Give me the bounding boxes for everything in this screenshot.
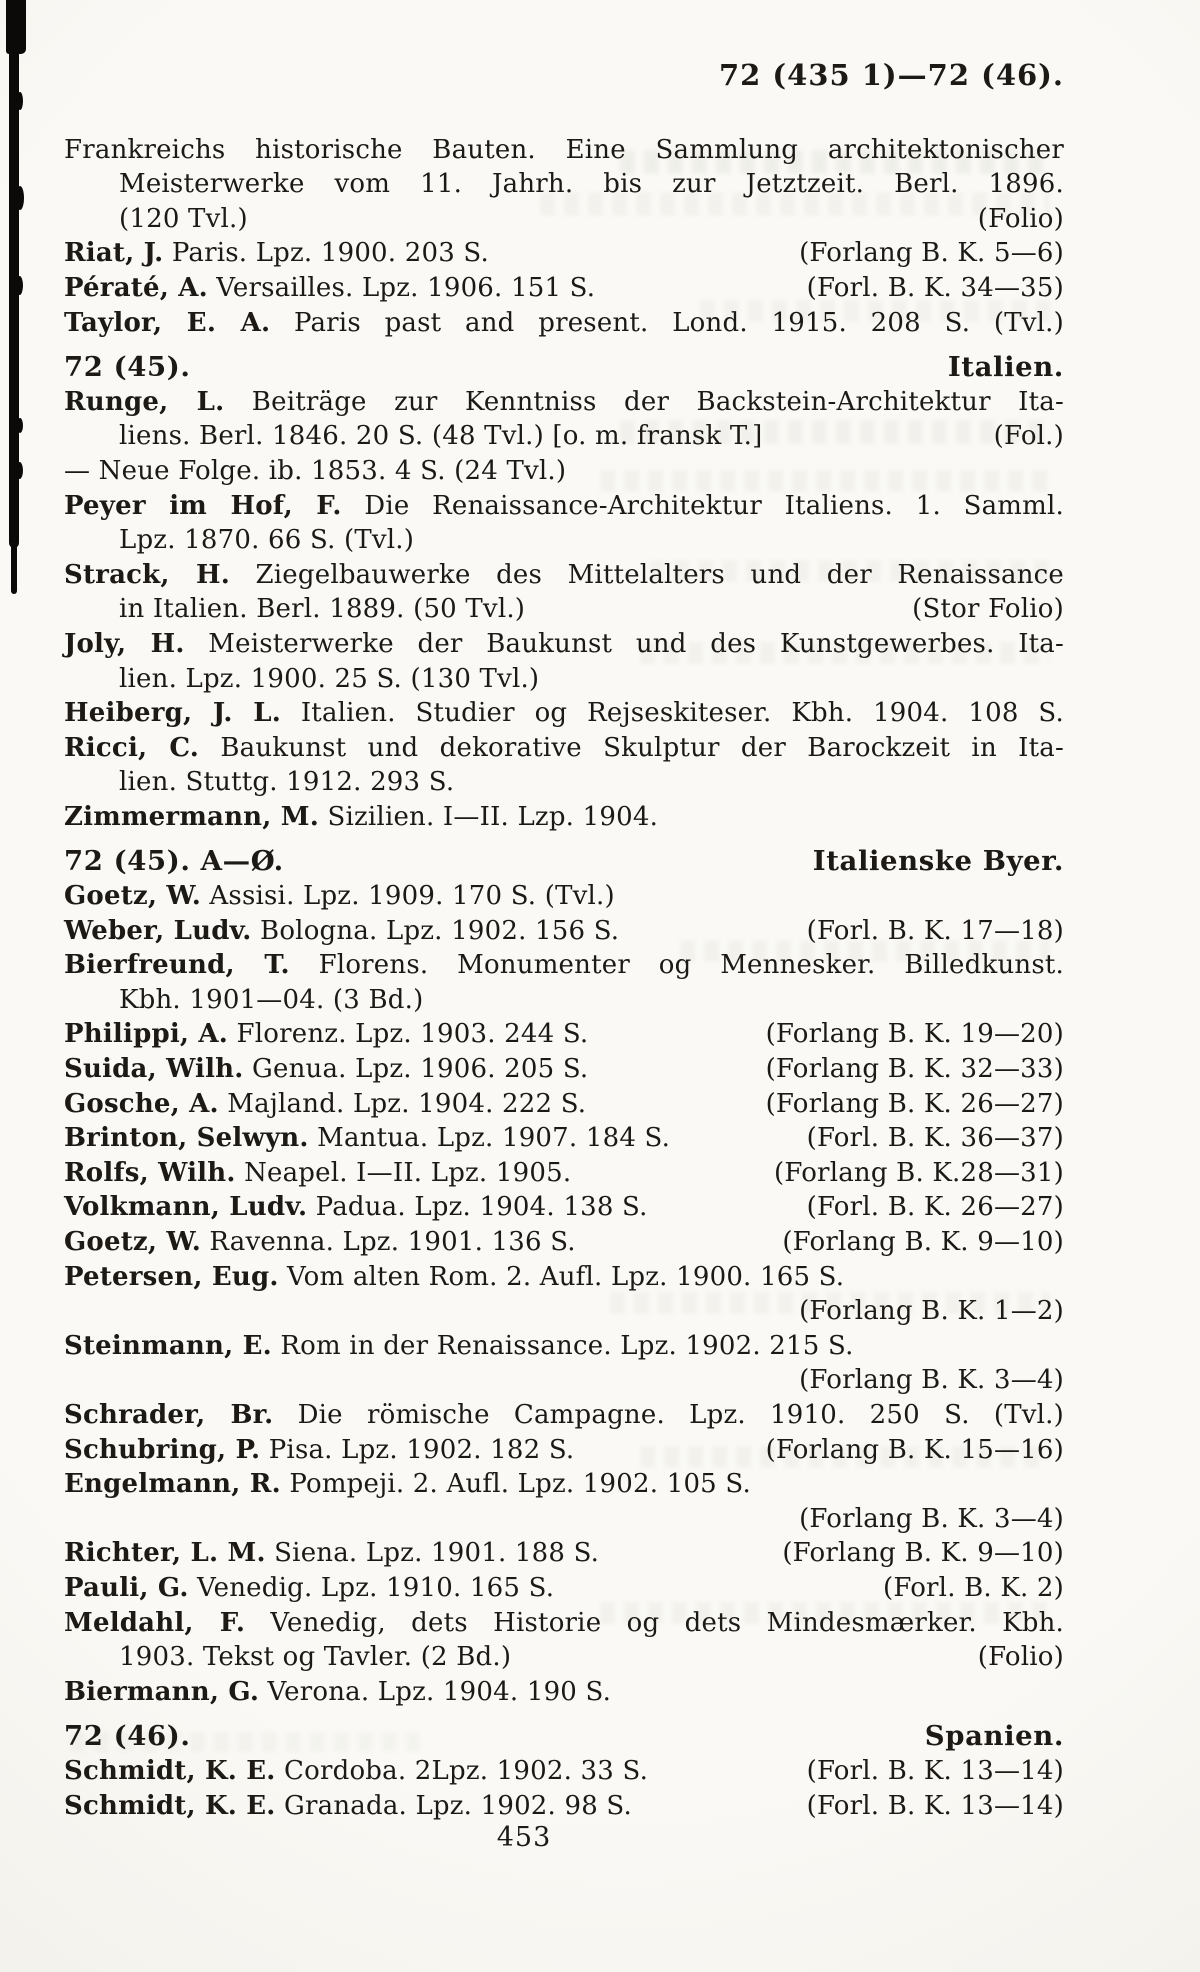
entry-text	[64, 1400, 1064, 1430]
author-name: Philippi, A.	[64, 1019, 229, 1050]
entry-ref: (Fol.)	[993, 421, 1064, 452]
entry-text	[64, 802, 658, 832]
entry-ref: (Forl. B. K. 34—35)	[806, 272, 1064, 303]
entry-ref: (Forl. B. K. 13—14)	[806, 1790, 1064, 1821]
entry-text	[64, 1608, 1064, 1638]
gutter-ink-blob	[16, 186, 24, 210]
entry-line	[64, 1433, 1064, 1468]
entry-line	[64, 1329, 1064, 1364]
author-name: Zimmermann, M.	[64, 801, 320, 832]
entry-line	[64, 1052, 1064, 1087]
text-column	[64, 0, 1064, 1823]
author-name: Joly, H.	[64, 628, 185, 659]
entry-text-segment: lien. Stuttg. 1912. 293 S.	[119, 767, 455, 798]
entry-text-segment: Siena. Lpz. 1901. 188 S.	[265, 1538, 600, 1569]
entry-line	[64, 914, 1064, 949]
entry-text	[64, 350, 191, 385]
entry-line	[64, 765, 1064, 800]
entry-text	[64, 914, 619, 949]
author-name: Petersen, Eug.	[64, 1261, 279, 1292]
entry-ref: (Forlang B. K. 9—10)	[782, 1227, 1064, 1257]
entry-text-segment: Ziegelbauwerke des Mittelalters und der Renaissance	[229, 559, 1064, 590]
entry-line	[64, 1536, 1064, 1571]
entry-line	[64, 696, 1064, 731]
author-name: Schrader, Br.	[64, 1399, 274, 1430]
entry-line	[64, 731, 1064, 766]
entry-text	[64, 1433, 574, 1468]
entry-line	[64, 1363, 1064, 1398]
entry-line	[64, 1225, 1064, 1260]
entry-ref: (Forlang B. K. 3—4)	[799, 1365, 1064, 1396]
entry-text-segment: Mantua. Lpz. 1907. 184 S.	[308, 1123, 671, 1154]
entry-text-segment: Granada. Lpz. 1902. 98 S.	[275, 1790, 632, 1821]
entry-ref: (Folio)	[977, 1642, 1064, 1673]
entry-line	[64, 1675, 1064, 1710]
entry-line	[64, 133, 1064, 168]
entry-text	[64, 560, 1064, 590]
entry-text	[119, 767, 454, 797]
entry-text	[119, 985, 423, 1015]
entry-line	[64, 1156, 1064, 1191]
entry-ref: (Forl. B. K. 13—14)	[806, 1755, 1064, 1786]
entry-line	[64, 1467, 1064, 1502]
author-name: Brinton, Selwyn.	[64, 1123, 309, 1154]
author-name: Richter, L. M.	[64, 1538, 266, 1569]
entry-text-segment: Kbh. 1901—04. (3 Bd.)	[119, 984, 424, 1015]
section-title: Spanien.	[924, 1720, 1064, 1753]
entry-ref: (Folio)	[977, 203, 1064, 234]
author-name: Peyer im Hof, F.	[64, 490, 342, 521]
scan-gutter-artifact	[6, 0, 36, 640]
entry-text-segment: Pompeji. 2. Aufl. Lpz. 1902. 105 S.	[280, 1469, 751, 1500]
author-name: Riat, J.	[64, 238, 164, 269]
entry-text-segment: Rom in der Renaissance. Lpz. 1902. 215 S.	[271, 1330, 854, 1361]
section-title: Italienske Byer.	[812, 845, 1064, 878]
entry-text-segment: Vom alten Rom. 2. Aufl. Lpz. 1900. 165 S.	[278, 1261, 845, 1292]
gutter-ink-blob	[11, 544, 17, 594]
author-name: Taylor, E. A.	[64, 307, 271, 338]
entry-text	[64, 1754, 648, 1789]
author-name: Schubring, P.	[64, 1434, 261, 1465]
entry-text-segment: Venedig, dets Historie og dets Mindesmærker. Kbh.	[245, 1607, 1064, 1638]
entry-text-segment: Cordoba. 2Lpz. 1902. 33 S.	[275, 1755, 649, 1786]
entry-ref: (Forlang B. K. 19—20)	[765, 1019, 1064, 1050]
author-name: Biermann, G.	[64, 1676, 260, 1707]
entry-line	[64, 1190, 1064, 1225]
entry-line	[64, 271, 1064, 306]
entry-line	[64, 1571, 1064, 1606]
author-name: Ricci, C.	[64, 732, 200, 763]
entry-line	[64, 627, 1064, 662]
entry-line	[64, 1294, 1064, 1329]
entry-text	[119, 592, 525, 627]
entry-line	[64, 592, 1064, 627]
entry-line	[64, 662, 1064, 697]
entry-text	[64, 1789, 632, 1824]
entry-text-segment: Bologna. Lpz. 1902. 156 S.	[251, 915, 620, 946]
entry-text-segment: Assisi. Lpz. 1909. 170 S. (Tvl.)	[200, 881, 615, 912]
gutter-ink-blob	[17, 92, 23, 110]
author-name: 72 (46).	[64, 1720, 191, 1753]
entry-ref: (Forl. B. K. 17—18)	[806, 915, 1064, 946]
author-name: Rolfs, Wilh.	[64, 1157, 236, 1188]
entry-text-segment: Sizilien. I—II. Lzp. 1904.	[319, 801, 659, 832]
section-heading	[64, 1719, 1064, 1754]
entry-text	[64, 844, 284, 879]
entry-text-segment: Verona. Lpz. 1904. 190 S.	[259, 1676, 612, 1707]
entry-text	[119, 1640, 511, 1675]
author-name: Engelmann, R.	[64, 1469, 281, 1500]
entry-text	[64, 1331, 854, 1361]
section-heading	[64, 350, 1064, 385]
author-name: Meldahl, F.	[64, 1607, 246, 1638]
entry-text-segment: liens. Berl. 1846. 20 S. (48 Tvl.) [o. m. fransk T.]	[119, 421, 763, 452]
entry-text	[119, 419, 762, 454]
entry-line	[64, 523, 1064, 558]
gutter-ink-blob	[16, 276, 23, 295]
entry-line	[64, 983, 1064, 1018]
entry-text-segment: Florenz. Lpz. 1903. 244 S.	[228, 1019, 589, 1050]
entry-text-segment: Beiträge zur Kenntniss der Backstein-Architektur Ita-	[224, 386, 1064, 417]
entry-line	[64, 1606, 1064, 1641]
entry-text	[64, 1156, 571, 1191]
entry-text	[64, 1719, 191, 1754]
author-name: 72 (45). A—Ø.	[64, 845, 284, 878]
entry-line	[64, 306, 1064, 341]
author-name: Pauli, G.	[64, 1572, 189, 1603]
entry-line	[64, 1754, 1064, 1789]
entry-text-segment: Frankreichs historische Bauten. Eine Sammlung architektonischer	[64, 134, 1064, 165]
entry-text	[119, 169, 1064, 199]
entry-ref: (Forlang B. K.28—31)	[774, 1157, 1064, 1188]
author-name: Pératé, A.	[64, 272, 208, 303]
page-classmark-header	[64, 58, 1064, 93]
author-name: Schmidt, K. E.	[64, 1755, 276, 1786]
entry-list	[64, 133, 1064, 1824]
entry-text	[64, 456, 566, 486]
entry-text-segment: Lpz. 1870. 66 S. (Tvl.)	[119, 525, 415, 556]
entry-line	[64, 948, 1064, 983]
entry-line	[64, 1789, 1064, 1824]
entry-text-segment: in Italien. Berl. 1889. (50 Tvl.)	[119, 594, 526, 625]
entry-text-segment: Meisterwerke der Baukunst und des Kunstgewerbes. Ita-	[184, 628, 1064, 659]
author-name: Goetz, W.	[64, 881, 201, 912]
entry-text-segment: Paris past and present. Lond. 1915. 208 S. (Tvl.)	[270, 307, 1064, 338]
entry-ref: (Forlang B. K. 26—27)	[765, 1088, 1064, 1119]
entry-text-segment: Die römische Campagne. Lpz. 1910. 250 S. (Tvl.)	[273, 1399, 1064, 1430]
entry-text-segment: Die Renaissance-Architektur Italiens. 1. Samml.	[341, 490, 1064, 521]
gutter-ink-blob	[17, 418, 23, 433]
entry-text	[64, 698, 1064, 728]
entry-text-segment: Paris. Lpz. 1900. 203 S.	[163, 238, 489, 269]
classmark-range: 72 (435 1)—72 (46).	[718, 58, 1064, 92]
entry-text-segment: Genua. Lpz. 1906. 205 S.	[243, 1054, 589, 1085]
entry-line	[64, 489, 1064, 524]
entry-text-segment: 1903. Tekst og Tavler. (2 Bd.)	[119, 1642, 512, 1673]
author-name: Goetz, W.	[64, 1227, 201, 1257]
author-name: Runge, L.	[64, 386, 225, 417]
section-heading	[64, 844, 1064, 879]
author-name: Weber, Ludv.	[64, 915, 252, 946]
entry-line	[64, 800, 1064, 835]
entry-ref: (Forlang B. K. 15—16)	[765, 1434, 1064, 1465]
entry-text-segment: Venedig. Lpz. 1910. 165 S.	[188, 1572, 555, 1603]
gutter-ink-blob	[16, 462, 23, 479]
entry-text	[64, 1121, 670, 1156]
author-name: Bierfreund, T.	[64, 950, 290, 981]
entry-text-segment: Versailles. Lpz. 1906. 151 S.	[207, 272, 596, 303]
entry-line	[64, 419, 1064, 454]
entry-text	[64, 1262, 844, 1292]
entry-text	[64, 1225, 576, 1260]
entry-text	[64, 1190, 648, 1225]
entry-text	[64, 135, 1064, 165]
entry-text	[64, 308, 1064, 338]
entry-line	[64, 167, 1064, 202]
entry-line	[64, 202, 1064, 237]
section-title: Italien.	[947, 351, 1064, 384]
author-name: Volkmann, Ludv.	[64, 1192, 308, 1223]
entry-text	[64, 1469, 751, 1499]
entry-line	[64, 454, 1064, 489]
entry-ref: (Stor Folio)	[912, 594, 1064, 625]
entry-ref: (Forl. B. K. 36—37)	[806, 1123, 1064, 1154]
author-name: Gosche, A.	[64, 1088, 219, 1119]
entry-text-segment: Padua. Lpz. 1904. 138 S.	[307, 1192, 648, 1223]
entry-text	[64, 629, 1064, 659]
entry-line	[64, 558, 1064, 593]
author-name: 72 (45).	[64, 351, 191, 384]
entry-text-segment: Majland. Lpz. 1904. 222 S.	[218, 1088, 587, 1119]
entry-line	[64, 236, 1064, 271]
entry-ref: (Forlang B. K. 5—6)	[799, 238, 1064, 269]
entry-text-segment: Italien. Studier og Rejseskiteser. Kbh. 1904. 108 S.	[280, 698, 1064, 729]
author-name: Heiberg, J. L.	[64, 698, 281, 729]
entry-text	[64, 1571, 554, 1606]
entry-text	[64, 1017, 588, 1052]
entry-text	[119, 525, 414, 555]
entry-text-segment: (120 Tvl.)	[119, 203, 248, 234]
entry-text	[64, 881, 615, 911]
entry-text-segment: — Neue Folge. ib. 1853. 4 S. (24 Tvl.)	[64, 455, 567, 486]
entry-line	[64, 1398, 1064, 1433]
entry-text-segment: Florens. Monumenter og Mennesker. Billedkunst.	[289, 950, 1064, 981]
entry-text	[119, 202, 248, 237]
entry-ref: (Forl. B. K. 26—27)	[806, 1192, 1064, 1223]
entry-text-segment: lien. Lpz. 1900. 25 S. (130 Tvl.)	[119, 663, 540, 694]
entry-ref: (Forlang B. K. 32—33)	[765, 1054, 1064, 1085]
entry-text-segment: Neapel. I—II. Lpz. 1905.	[235, 1157, 572, 1188]
entry-line	[64, 879, 1064, 914]
entry-line	[64, 1087, 1064, 1122]
entry-line	[64, 385, 1064, 420]
entry-ref: (Forlang B. K. 1—2)	[799, 1296, 1064, 1327]
entry-ref: (Forl. B. K. 2)	[883, 1572, 1064, 1603]
entry-ref: (Forlang B. K. 3—4)	[799, 1503, 1064, 1534]
entry-text	[64, 236, 489, 271]
entry-text	[64, 1087, 586, 1122]
entry-text	[119, 664, 539, 694]
entry-text-segment: Pisa. Lpz. 1902. 182 S.	[260, 1434, 575, 1465]
entry-text	[64, 387, 1064, 417]
entry-text	[64, 271, 595, 306]
entry-text	[64, 491, 1064, 521]
author-name: Steinmann, E.	[64, 1330, 272, 1361]
entry-line	[64, 1502, 1064, 1537]
entry-line	[64, 1260, 1064, 1295]
entry-text-segment: Baukunst und dekorative Skulptur der Barockzeit in Ita-	[199, 732, 1064, 763]
page-number: 453	[496, 1822, 552, 1853]
entry-text	[64, 950, 1064, 980]
entry-text	[64, 1536, 599, 1571]
entry-line	[64, 1121, 1064, 1156]
entry-line	[64, 1640, 1064, 1675]
entry-text-segment: Ravenna. Lpz. 1901. 136 S.	[200, 1227, 576, 1257]
entry-text	[64, 733, 1064, 763]
author-name: Schmidt, K. E.	[64, 1790, 276, 1821]
entry-text	[64, 1677, 611, 1707]
author-name: Strack, H.	[64, 559, 230, 590]
entry-text-segment: Meisterwerke vom 11. Jahrh. bis zur Jetztzeit. Berl. 1896.	[119, 169, 1064, 200]
author-name: Suida, Wilh.	[64, 1054, 244, 1085]
entry-ref: (Forlang B. K. 9—10)	[782, 1538, 1064, 1569]
entry-text	[64, 1052, 588, 1087]
entry-line	[64, 1017, 1064, 1052]
